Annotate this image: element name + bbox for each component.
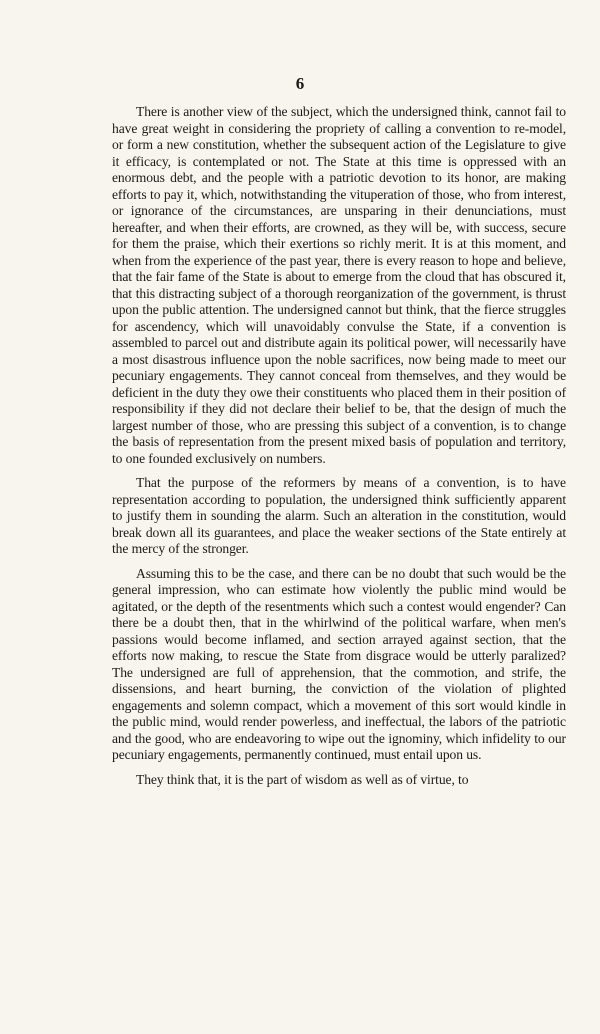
paragraph-1: There is another view of the subject, which the undersigned think, cannot fail to have great weight in considering the propriety of calling a convention to re-model, or form a new constitution, whether the subsequent action of the Legislature to give it efficacy, is contemplated or not. The State at this time is oppressed with an enormous debt, and the people with a patriotic devotion to its honor, are making efforts to pay it, which, notwithstanding the vituperation of those, who from interest, or ignorance of the circumstances, are unsparing in their denunciations, must hereafter, and when their efforts, are crowned, as they will be, with success, secure for them the praise, which their exertions so richly merit. It is at this moment, and when from the experience of the past year, there is every reason to hope and believe, that the fair fame of the State is about to emerge from the cloud that has obscured it, that this distracting subject of a thorough reorganization of the government, is thrust upon the public attention. The undersigned cannot but think, that the fierce struggles for ascendency, which will unavoidably convulse the State, if a convention is assembled to parcel out and distribute again its political power, will necessarily have a most disastrous influence upon the noble sacrifices, now being made to meet our pecuniary engagements. They cannot conceal from themselves, and they would be deficient in the duty they owe their constituents who placed them in their position of responsibility if they did not declare their belief to be, that the design of much the largest number of those, who are pressing this subject of a convention, is to change the basis of representation from the present mixed basis of population and territory, to one founded exclusively on numbers. — [112, 104, 566, 466]
page-number: 6 — [295, 74, 305, 93]
paragraph-3: Assuming this to be the case, and there can be no doubt that such would be the general impression, who can estimate how violently the public mind would be agitated, or the depth of the resentments which such a contest would engender? Can there be a doubt then, that in the whirlwind of the political warfare, when men's passions would become inflamed, and section arrayed against section, that the efforts now making, to rescue the State from disgrace would be utterly paralized? The undersigned are full of apprehension, that the commotion, and strife, the dissensions, and heart burning, the conviction of the violation of plighted engagements and solemn compact, which a movement of this sort would kindle in the public mind, would render powerless, and ineffectual, the labors of the patriotic and the good, who are endeavoring to wipe out the ignominy, which infidelity to our pecuniary engagements, permanently continued, must entail upon us. — [112, 565, 566, 762]
paragraph-2: That the purpose of the reformers by means of a convention, is to have representation according to population, the undersigned think sufficiently apparent to justify them in sounding the alarm. Such an alteration in the constitution, would break down all its guarantees, and place the weaker sections of the State entirely at the mercy of the stronger. — [112, 475, 566, 556]
body-text — [112, 104, 566, 788]
paragraph-4: They think that, it is the part of wisdom as well as of virtue, to — [136, 771, 469, 787]
